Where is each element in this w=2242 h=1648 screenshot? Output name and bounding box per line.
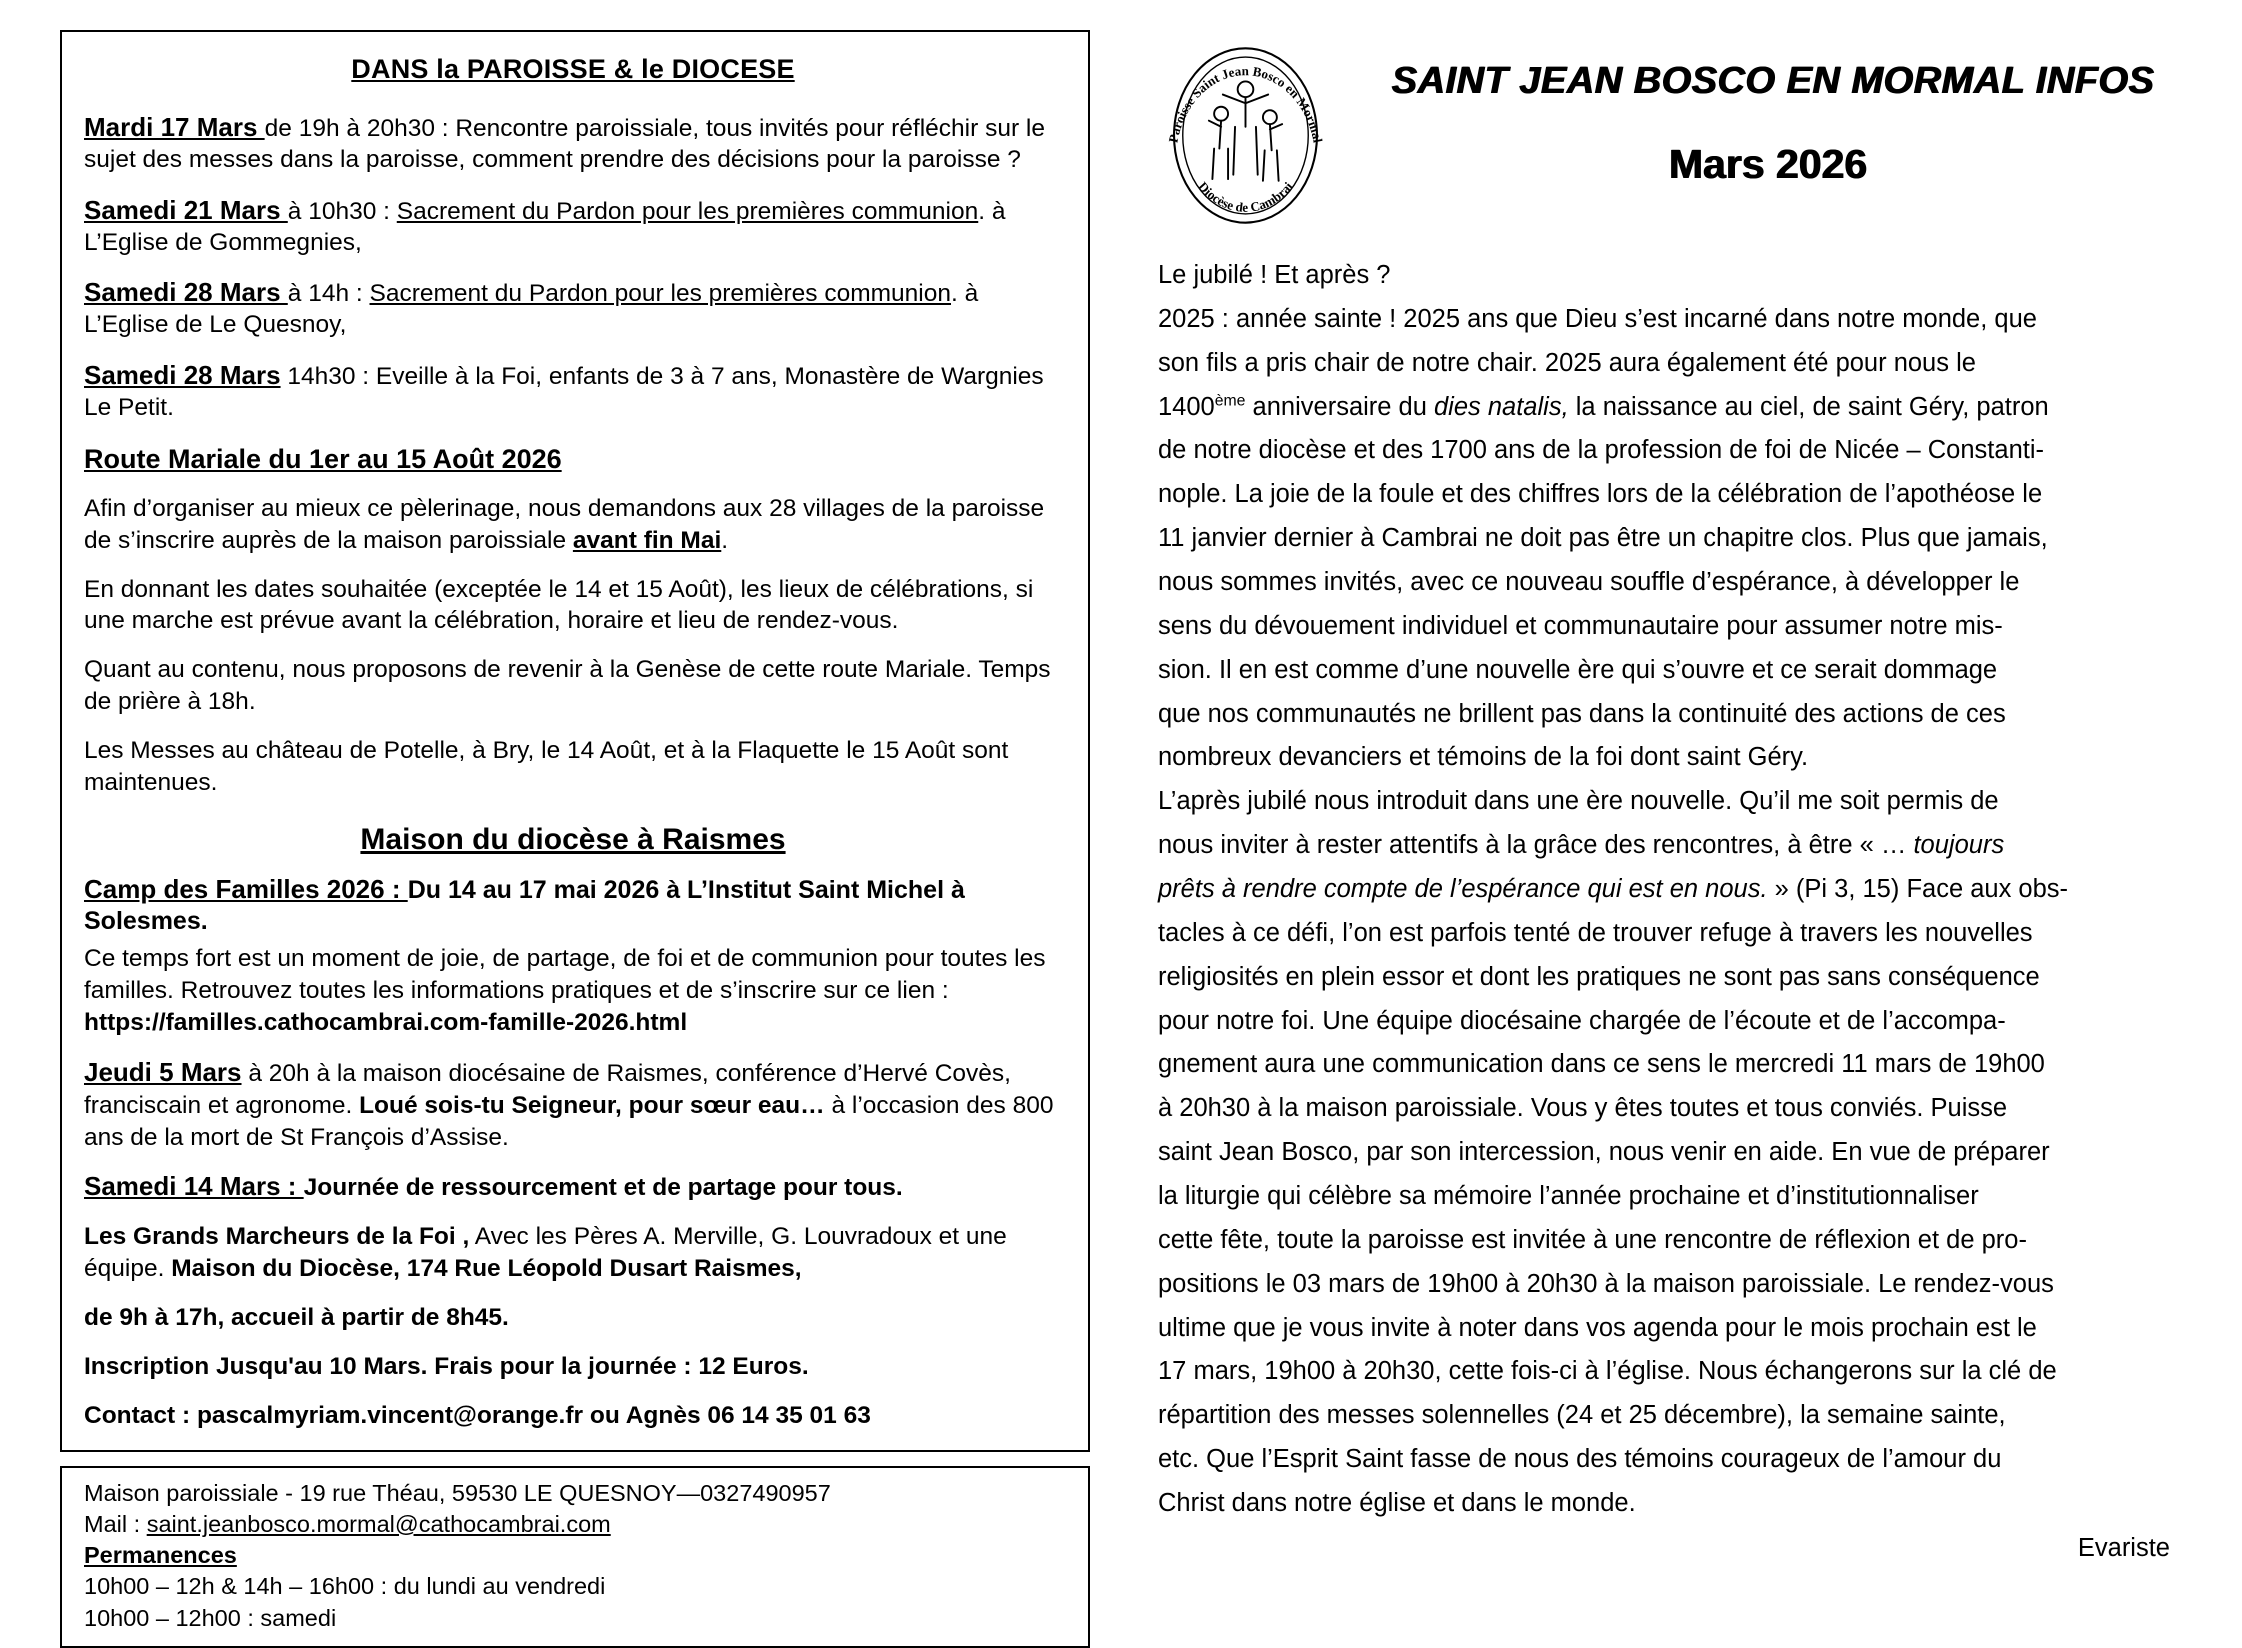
article-line: Christ dans notre église et dans le monde. <box>1158 1489 1636 1518</box>
event-item <box>84 359 1062 424</box>
parish-mail-label: Mail : <box>84 1510 147 1537</box>
samedi-14-mars-date: Samedi 14 Mars : <box>84 1171 304 1202</box>
article-text: » (Pi 3, 15) Face aux obs- <box>1767 875 2069 904</box>
event-date: Mardi 17 Mars <box>84 112 265 142</box>
article-line: religiosités en plein essor et dont les pratiques ne sont pas sans conséquence <box>1158 962 2040 991</box>
article-line <box>1158 386 2196 430</box>
article-line: saint Jean Bosco, par son intercession, nous venir en aide. En vue de préparer <box>1158 1138 2050 1167</box>
event-text-underlined: Sacrement du Pardon pour les premières communion <box>369 280 951 308</box>
jeudi-5-mars-date: Jeudi 5 Mars <box>84 1056 242 1087</box>
camp-familles-line <box>84 873 1062 938</box>
article-line: la liturgie qui célèbre sa mémoire l’année prochaine et d’institutionnaliser <box>1158 1182 1979 1211</box>
article-line <box>1158 824 2196 868</box>
jeudi-text-a: à 20h à la maison diocésaine de Raismes, conférence d’Hervé Covès, franciscain et agronome. <box>84 1059 1011 1119</box>
article-line: sens du dévouement individuel et communautaire pour assumer notre mis- <box>1158 611 2003 640</box>
article-superscript: ème <box>1214 392 1246 410</box>
route-paragraph-1 <box>84 493 1062 557</box>
samedi-14-mars-item <box>84 1170 1062 1204</box>
article-line: ultime que je vous invite à noter dans vos agenda pour le mois prochain est le <box>1158 1313 2037 1342</box>
permanences-saturday: 10h00 – 12h00 : samedi <box>84 1604 337 1631</box>
article-text: 1400 <box>1158 392 1215 421</box>
camp-registration-url: https://familles.cathocambrai.com-famille-2026.html <box>84 1009 688 1037</box>
grands-marcheurs-text: Avec les Pères A. Merville, G. Louvradoux et une équipe. <box>84 1223 1007 1283</box>
publication-date: Mars 2026 <box>1668 141 1867 187</box>
article-line: à 20h30 à la maison paroissiale. Vous y êtes toutes et tous conviés. Puisse <box>1158 1094 2008 1123</box>
article-line: tacles à ce défi, l’on est parfois tenté de trouver refuge à travers les nouvelles <box>1158 918 2033 947</box>
parish-address: Maison paroissiale - 19 rue Théau, 59530 LE QUESNOY—0327490957 <box>84 1479 831 1506</box>
article-line: nous sommes invités, avec ce nouveau souffle d’espérance, à développer le <box>1158 568 2020 597</box>
event-text: à 14h : <box>287 280 370 308</box>
left-column <box>0 0 1120 1631</box>
route-p1-tail: . <box>721 526 729 554</box>
svg-text:Paroisse Saint Jean Bosco en M: Paroisse Saint Jean Bosco en Mormal <box>1165 63 1326 144</box>
masthead <box>1148 36 2202 226</box>
permanences-weekday: 10h00 – 12h & 14h – 16h00 : du lundi au vendredi <box>84 1573 606 1600</box>
event-text-underlined: Sacrement du Pardon pour les premières communion <box>396 197 979 225</box>
camp-body-text: Ce temps fort est un moment de joie, de partage, de foi et de communion pour toutes les familles. Retrouvez toutes les informations pratiques et de s’inscrire sur ce lien : <box>84 945 1046 1005</box>
article-line: son fils a pris chair de notre chair. 2025 aura également été pour nous le <box>1158 348 1976 377</box>
article-signature: Evariste <box>2077 1533 2170 1562</box>
article-line: de notre diocèse et des 1700 ans de la profession de foi de Nicée – Constanti- <box>1158 436 2044 465</box>
right-column <box>1120 0 2242 1590</box>
event-item <box>84 194 1062 259</box>
event-text: de 19h à 20h30 : Rencontre paroissiale, tous invités pour réfléchir sur le sujet des messes dans la paroisse, comment prendre des décisions pour la paroisse ? <box>84 115 1046 173</box>
article-text: la naissance au ciel, de saint Géry, patron <box>1568 392 2049 421</box>
event-text: 14h30 : Eveille à la Foi, enfants de 3 à 7 ans, Monastère de Wargnies Le Petit. <box>84 363 1044 422</box>
article-line: pour notre foi. Une équipe diocésaine chargée de l’écoute et de l’accompa- <box>1158 1006 2006 1035</box>
article-italic: toujours <box>1913 831 2005 860</box>
svg-text:Diocèse de Cambrai: Diocèse de Cambrai <box>1195 178 1296 215</box>
grands-marcheurs-item <box>84 1221 1062 1285</box>
route-paragraph-4: Les Messes au château de Potelle, à Bry, le 14 Août, et à la Flaquette le 15 Août sont maintenues. <box>84 736 1009 796</box>
grands-marcheurs-hours: de 9h à 17h, accueil à partir de 8h45. <box>84 1303 509 1331</box>
event-date: Samedi 28 Mars <box>84 277 288 308</box>
article-line: nople. La joie de la foule et des chiffres lors de la célébration de l’apothéose le <box>1158 480 2043 509</box>
article-line: que nos communautés ne brillent pas dans la continuité des actions de ces <box>1158 699 2006 728</box>
camp-familles-body <box>84 943 1062 1039</box>
event-text: à 10h30 : <box>287 197 397 225</box>
article-line: répartition des messes solennelles (24 et 25 décembre), la semaine sainte, <box>1158 1401 2006 1430</box>
camp-familles-dates: Du 14 au 17 mai 2026 à L’Institut Saint Michel à Solesmes. <box>84 875 965 935</box>
grands-marcheurs-contact: Contact : pascalmyriam.vincent@orange.fr ou Agnès 06 14 35 01 63 <box>84 1401 871 1429</box>
grands-marcheurs-title: Les Grands Marcheurs de la Foi , <box>84 1223 470 1251</box>
article-line: 11 janvier dernier à Cambrai ne doit pas être un chapitre clos. Plus que jamais, <box>1158 524 2048 553</box>
event-text: . à L’Eglise de Gommegnies, <box>84 197 1006 256</box>
parish-contact-box <box>60 1466 1090 1648</box>
article-line: sion. Il en est comme d’une nouvelle ère qui s’ouvre et ce serait dommage <box>1158 655 1998 684</box>
route-p1-text: Afin d’organiser au mieux ce pèlerinage, nous demandons aux 28 villages de la paroisse de s’inscrire auprès de la maison paroissiale <box>84 494 1045 554</box>
article-italic: dies natalis, <box>1434 392 1569 421</box>
article-line: nombreux devanciers et témoins de la foi dont saint Géry. <box>1158 743 1809 772</box>
route-p1-emphasis: avant fin Mai <box>572 526 722 554</box>
article-text: anniversaire du <box>1245 392 1434 421</box>
route-mariale-heading: Route Mariale du 1er au 15 Août 2026 <box>84 443 562 474</box>
publication-title: SAINT JEAN BOSCO EN MORMAL INFOS <box>1391 60 2154 102</box>
article-line: gnement aura une communication dans ce sens le mercredi 11 mars de 19h00 <box>1158 1050 2045 1079</box>
article-line <box>1158 868 2196 912</box>
grands-marcheurs-inscription: Inscription Jusqu'au 10 Mars. Frais pour la journée : 12 Euros. <box>84 1352 809 1380</box>
editorial-article <box>1148 254 2202 1563</box>
camp-familles-heading: Camp des Familles 2026 : <box>84 873 408 904</box>
parish-mail-line <box>84 1509 1066 1540</box>
article-text: nous inviter à rester attentifs à la grâce des rencontres, à être « … <box>1158 831 1914 860</box>
article-italic: prêts à rendre compte de l’espérance qui est en nous. <box>1158 875 1768 904</box>
section-title-maison-diocese: Maison du diocèse à Raismes <box>360 822 786 856</box>
article-line: cette fête, toute la paroisse est invitée à une rencontre de réflexion et de pro- <box>1158 1225 2027 1254</box>
masthead-titles <box>1333 36 2202 188</box>
event-text: . à L’Eglise de Le Quesnoy, <box>84 280 979 339</box>
event-date: Samedi 28 Mars <box>84 360 281 391</box>
jeudi-text-b: à l’occasion des 800 ans de la mort de St François d’Assise. <box>84 1091 1054 1151</box>
jeudi-5-mars-item <box>84 1056 1062 1154</box>
event-item <box>84 276 1062 341</box>
jeudi-title-emphasis: Loué sois-tu Seigneur, pour sœur eau… <box>359 1091 825 1119</box>
route-paragraph-3: Quant au contenu, nous proposons de revenir à la Genèse de cette route Mariale. Temps de prière à 18h. <box>84 656 1051 716</box>
parish-logo-icon <box>1158 44 1333 219</box>
event-item <box>84 111 1062 176</box>
route-paragraph-2: En donnant les dates souhaitée (exceptée le 14 et 15 Août), les lieux de célébrations, si une marche est prévue avant la célébration, horaire et lieu de rendez-vous. <box>84 575 1034 635</box>
article-line: positions le 03 mars de 19h00 à 20h30 à la maison paroissiale. Le rendez-vous <box>1158 1269 2054 1298</box>
samedi-14-mars-text: Journée de ressourcement et de partage pour tous. <box>303 1174 903 1202</box>
article-line: 17 mars, 19h00 à 20h30, cette fois-ci à l’église. Nous échangerons sur la clé de <box>1158 1357 2057 1386</box>
parish-mail-address: saint.jeanbosco.mormal@cathocambrai.com <box>146 1510 611 1537</box>
article-line: etc. Que l’Esprit Saint fasse de nous des témoins courageux de l’amour du <box>1158 1445 2002 1474</box>
grands-marcheurs-address: Maison du Diocèse, 174 Rue Léopold Dusart Raismes, <box>171 1255 802 1283</box>
article-line: L’après jubilé nous introduit dans une ère nouvelle. Qu’il me soit permis de <box>1158 787 1999 816</box>
permanences-heading: Permanences <box>84 1542 237 1568</box>
article-line: 2025 : année sainte ! 2025 ans que Dieu s’est incarné dans notre monde, que <box>1158 304 2037 333</box>
article-line: Le jubilé ! Et après ? <box>1158 261 1391 289</box>
event-date: Samedi 21 Mars <box>84 194 288 225</box>
events-box <box>60 30 1090 1452</box>
section-title-paroisse: DANS la PAROISSE & le DIOCESE <box>351 54 795 84</box>
